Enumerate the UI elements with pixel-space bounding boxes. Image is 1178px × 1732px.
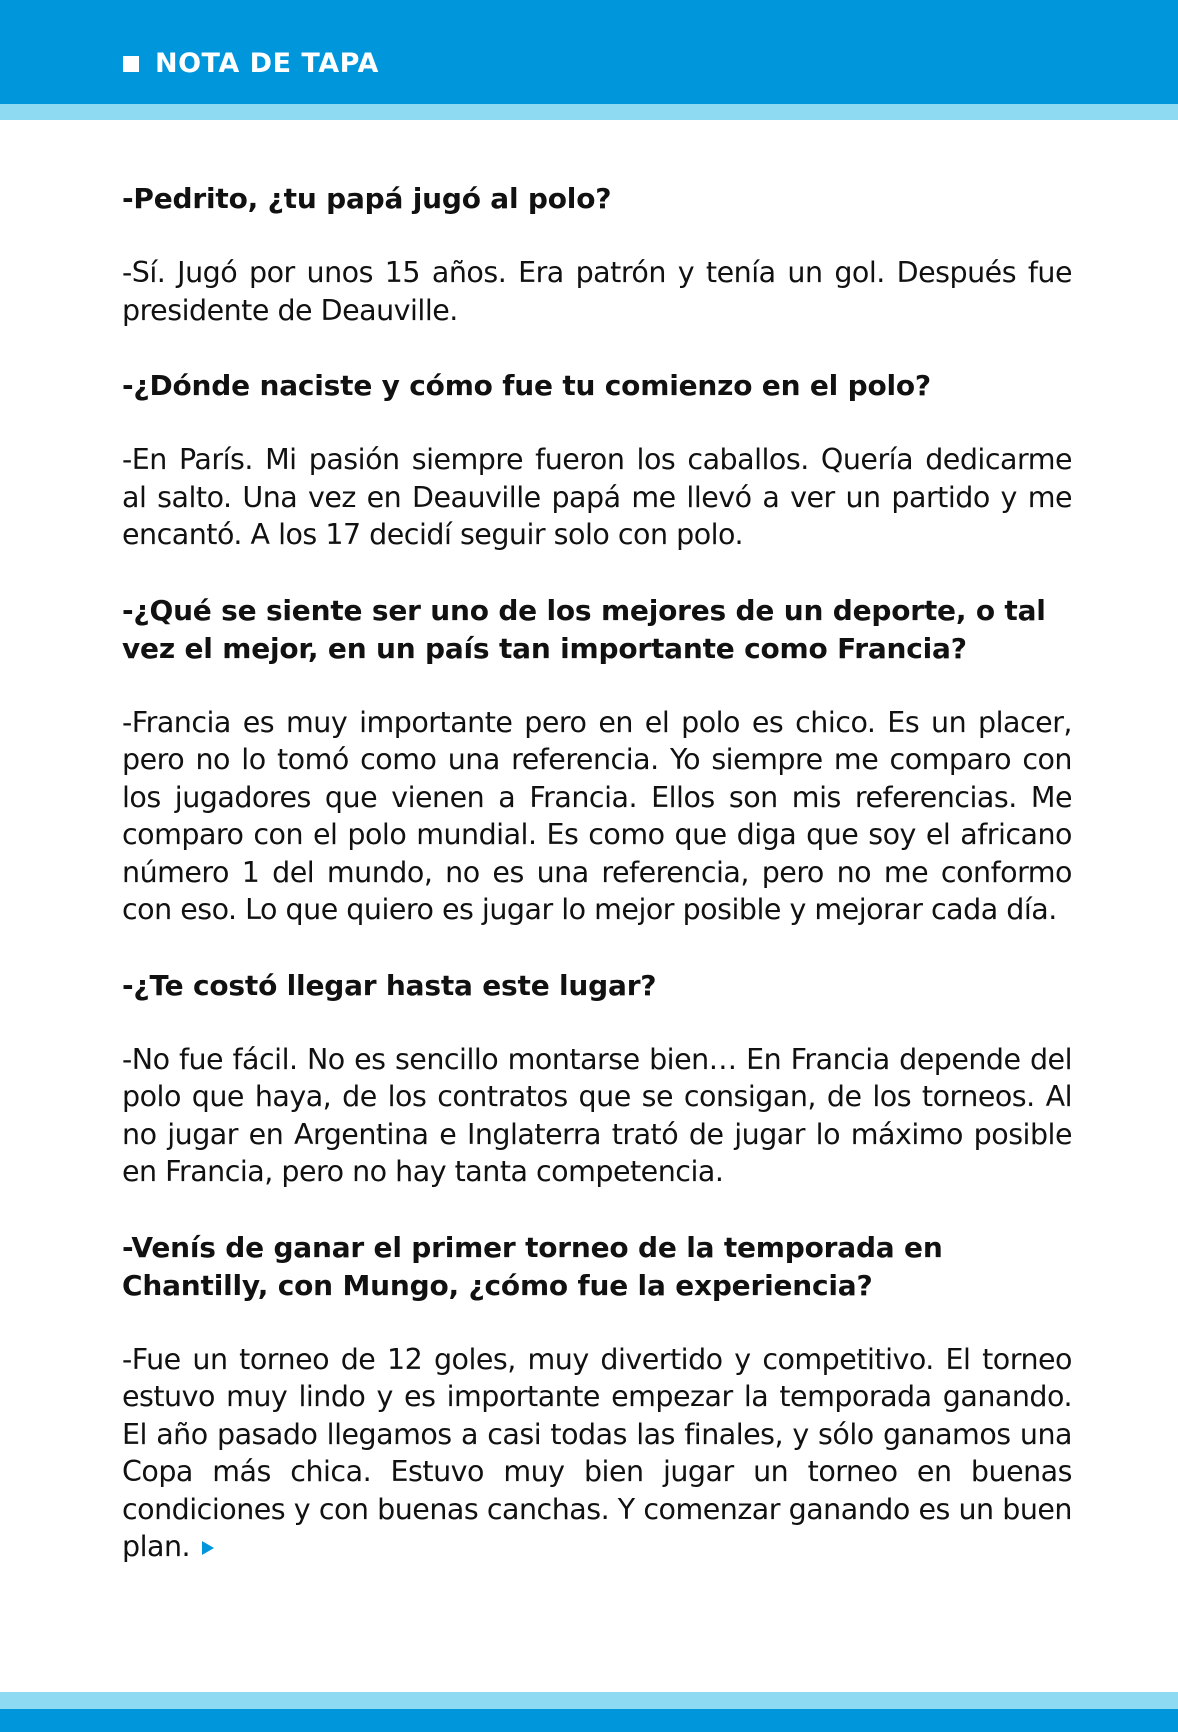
qa-block xyxy=(122,180,1072,367)
section-label xyxy=(123,48,379,79)
section-label-text: NOTA DE TAPA xyxy=(155,48,379,79)
interview-answer: -Francia es muy importante pero en el polo es chico. Es un placer, pero no lo tomó como una referencia. Yo siempre me comparo con los jugadores que vienen a Francia. Ellos son mis referencias. Me comparo con el polo mundial. Es como que diga que soy el africano número 1 del mundo, no es una referencia, pero no me conformo con eso. Lo que quiero es jugar lo mejor posible y mejorar cada día. xyxy=(122,705,1072,926)
interview-question: -¿Te costó llegar hasta este lugar? xyxy=(122,968,657,1002)
square-bullet-icon xyxy=(123,56,139,72)
interview-question: -Pedrito, ¿tu papá jugó al polo? xyxy=(122,182,612,215)
interview-answer: -No fue fácil. No es sencillo montarse bien… En Francia depende del polo que haya, de los contratos que se consigan, de los torneos. Al no jugar en Argentina e Inglaterra trató de jugar lo máximo posible en Francia, pero no hay tanta competencia. xyxy=(122,1042,1072,1188)
footer-stripe xyxy=(0,1692,1178,1709)
interview-article xyxy=(122,180,1072,1566)
footer-bar xyxy=(0,1709,1178,1732)
interview-question: -¿Qué se siente ser uno de los mejores de un deporte, o tal vez el mejor, en un país tan importante como Francia? xyxy=(122,593,1046,665)
header-stripe xyxy=(0,104,1178,120)
interview-answer-text: -Fue un torneo de 12 goles, muy divertido y competitivo. El torneo estuvo muy lindo y es importante empezar la temporada ganando. El año pasado llegamos a casi todas las finales, y sólo ganamos una Copa más chica. Estuvo muy bien jugar un torneo en buenas condiciones y con buenas canchas. Y comenzar ganando es un buen plan. xyxy=(122,1342,1072,1563)
interview-answer-last xyxy=(122,1341,1072,1566)
interview-question: -¿Dónde naciste y cómo fue tu comienzo en el polo? xyxy=(122,369,931,402)
interview-question: -Venís de ganar el primer torneo de la temporada en Chantilly, con Mungo, ¿cómo fue la experiencia? xyxy=(122,1230,943,1302)
qa-block xyxy=(122,592,1072,967)
qa-block xyxy=(122,367,1072,592)
qa-block xyxy=(122,967,1072,1229)
triangle-right-icon xyxy=(202,1541,214,1555)
interview-answer: -Sí. Jugó por unos 15 años. Era patrón y tenía un gol. Después fue presidente de Deauville. xyxy=(122,256,1072,327)
interview-answer: -En París. Mi pasión siempre fueron los caballos. Quería dedicarme al salto. Una vez en Deauville papá me llevó a ver un partido y me encantó. A los 17 decidí seguir solo con polo. xyxy=(122,443,1072,551)
qa-block xyxy=(122,1229,1072,1566)
